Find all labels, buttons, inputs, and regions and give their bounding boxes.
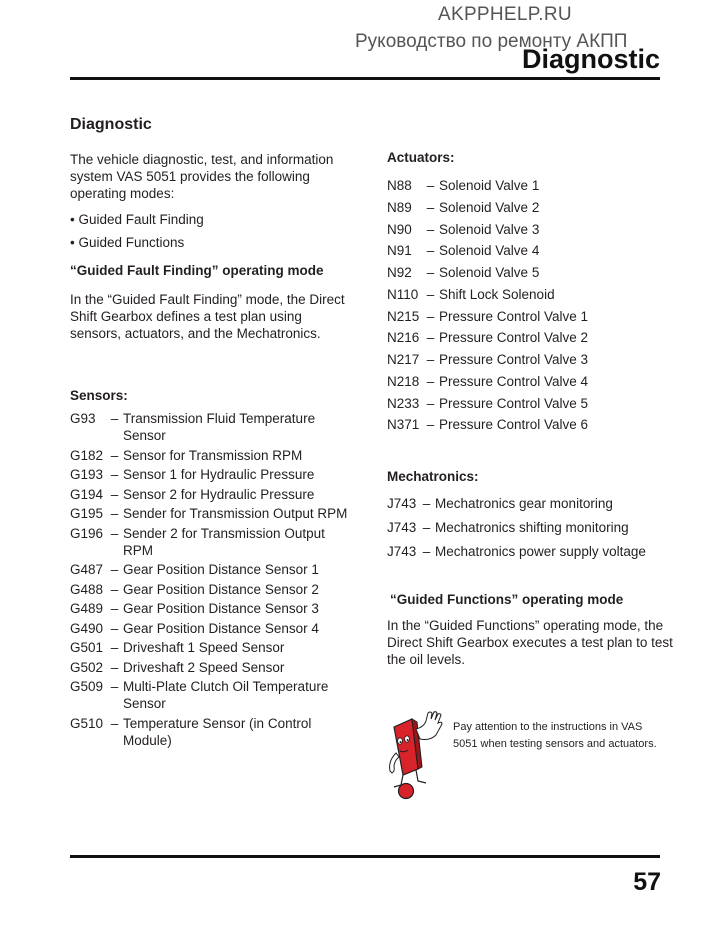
dash-separator: –: [426, 395, 435, 411]
dash-separator: –: [426, 308, 435, 324]
actuator-item-code: N88: [387, 178, 412, 193]
actuator-item-description: Pressure Control Valve 5: [439, 395, 589, 411]
sensor-item-description: Multi-Plate Clutch Oil Temperature Sensor: [123, 679, 329, 711]
modes-list: [70, 211, 350, 251]
sensor-item-description: Gear Position Distance Sensor 3: [123, 601, 319, 616]
actuator-item-code: N91: [387, 243, 412, 259]
sensor-item-description: Transmission Fluid Temperature Sensor: [123, 411, 316, 443]
sensor-item-description: Sensor 1 for Hydraulic Pressure: [123, 467, 315, 482]
dash-separator: –: [426, 286, 435, 302]
mode-item: • Guided Functions: [70, 235, 185, 250]
sensor-item: [70, 561, 350, 578]
actuator-item-description: Pressure Control Valve 2: [439, 330, 589, 346]
sensor-item-description: Sender 2 for Transmission Output RPM: [123, 525, 325, 558]
dash-separator: –: [422, 496, 431, 512]
mode-item: • Guided Fault Finding: [70, 212, 204, 227]
sensor-item: [70, 620, 350, 637]
note-text: Pay attention to the instructions in VAS 5051 when testing sensors and actuators.: [453, 721, 657, 750]
sensor-item-description: Driveshaft 2 Speed Sensor: [123, 659, 285, 675]
dash-separator: –: [426, 243, 435, 259]
mechatronics-heading: Mechatronics:: [387, 469, 479, 485]
actuator-item-description: Solenoid Valve 5: [439, 265, 540, 280]
dash-separator: –: [110, 659, 119, 675]
actuator-item-code: N371: [387, 417, 420, 433]
dash-separator: –: [110, 562, 119, 577]
actuator-item-description: Solenoid Valve 3: [439, 221, 540, 237]
dash-separator: –: [426, 330, 435, 346]
bottom-rule: [70, 855, 660, 858]
dash-separator: –: [426, 178, 435, 193]
actuator-item: [387, 264, 677, 281]
actuator-item: [387, 177, 677, 194]
actuator-item: [387, 416, 677, 433]
sensor-item-description: Sensor for Transmission RPM: [123, 447, 303, 463]
dash-separator: –: [110, 715, 119, 731]
dash-separator: –: [422, 544, 431, 560]
dash-separator: –: [110, 679, 119, 694]
dash-separator: –: [110, 525, 119, 541]
sensor-item: [70, 505, 350, 522]
sensor-item-code: G193: [70, 467, 104, 482]
dash-separator: –: [110, 486, 119, 502]
mechatronics-item-code: J743: [387, 520, 417, 536]
gf-paragraph: In the “Guided Functions” operating mode, the Direct Shift Gearbox executes a test plan to test the oil levels.: [387, 618, 673, 668]
actuator-item-code: N90: [387, 221, 412, 237]
dash-separator: –: [426, 352, 435, 367]
sensor-item: [70, 525, 350, 559]
sensor-item-code: G502: [70, 659, 104, 675]
actuator-item: [387, 373, 677, 390]
gff-paragraph: In the “Guided Fault Finding” mode, the Direct Shift Gearbox defines a test plan using sensors, actuators, and the Mechatronics.: [70, 292, 345, 341]
sensor-item-code: G487: [70, 562, 104, 577]
actuator-item: [387, 242, 677, 259]
sensor-item: [70, 581, 350, 598]
actuator-item-code: N216: [387, 330, 420, 346]
actuator-item: [387, 329, 677, 346]
dash-separator: –: [426, 199, 435, 215]
dash-separator: –: [110, 640, 119, 655]
sensor-item: [70, 659, 350, 676]
actuator-item-description: Pressure Control Valve 3: [439, 352, 589, 367]
actuators-list: [387, 177, 677, 433]
sensor-item-description: Temperature Sensor (in Control Module): [123, 715, 312, 748]
actuator-item: [387, 395, 677, 412]
top-rule: [70, 77, 660, 80]
actuator-item: [387, 351, 677, 368]
right-column: [387, 149, 677, 668]
dash-separator: –: [110, 506, 119, 521]
sensor-item: [70, 466, 350, 483]
sensor-item-code: G501: [70, 640, 104, 655]
actuator-item-code: N215: [387, 308, 420, 324]
gf-heading: “Guided Functions” operating mode: [390, 592, 624, 608]
sensor-item-description: Gear Position Distance Sensor 4: [123, 620, 319, 636]
watermark-subtitle: Руководство по ремонту АКПП: [355, 31, 628, 52]
actuator-item: [387, 221, 677, 238]
exclamation-mark-warning-icon: [386, 709, 446, 801]
sensor-item-description: Gear Position Distance Sensor 1: [123, 562, 319, 577]
sensor-item-code: G195: [70, 506, 104, 521]
mechatronics-item-description: Mechatronics power supply voltage: [435, 544, 646, 560]
sensor-item: [70, 600, 350, 617]
mechatronics-item-code: J743: [387, 544, 417, 560]
dash-separator: –: [110, 447, 119, 463]
dash-separator: –: [110, 581, 119, 597]
watermark-site: AKPPHELP.RU: [438, 4, 572, 25]
mechatronics-item-description: Mechatronics shifting monitoring: [435, 520, 629, 536]
sensor-item: [70, 447, 350, 464]
dash-separator: –: [426, 221, 435, 237]
sensor-item-code: G182: [70, 447, 104, 463]
sensor-item-code: G509: [70, 679, 104, 694]
dash-separator: –: [426, 417, 435, 433]
sensor-item-code: G93: [70, 411, 96, 426]
left-column: [70, 116, 350, 751]
sensor-item-description: Sensor 2 for Hydraulic Pressure: [123, 486, 315, 502]
sensor-item-description: Gear Position Distance Sensor 2: [123, 581, 319, 597]
actuator-item: [387, 286, 677, 303]
dash-separator: –: [110, 601, 119, 616]
dash-separator: –: [110, 620, 119, 636]
actuator-item-code: N89: [387, 199, 412, 215]
actuators-heading: Actuators:: [387, 150, 455, 165]
sensor-item-code: G510: [70, 715, 104, 731]
actuator-item-code: N217: [387, 352, 420, 367]
dash-separator: –: [110, 411, 119, 426]
actuator-item-code: N92: [387, 265, 412, 280]
header-title: Diagnostic: [521, 44, 660, 74]
page-number: 57: [633, 868, 661, 896]
sensor-item-description: Sender for Transmission Output RPM: [123, 506, 348, 521]
gff-heading: “Guided Fault Finding” operating mode: [70, 263, 324, 278]
mechatronics-item: [387, 519, 677, 536]
mechatronics-list: [387, 495, 677, 560]
actuator-item-description: Pressure Control Valve 6: [439, 417, 589, 433]
mechatronics-item-description: Mechatronics gear monitoring: [435, 496, 613, 512]
actuator-item-description: Solenoid Valve 2: [439, 199, 540, 215]
actuator-item-description: Solenoid Valve 4: [439, 243, 540, 259]
sensor-item-code: G488: [70, 581, 104, 597]
actuator-item-description: Solenoid Valve 1: [439, 178, 540, 193]
sensor-item: [70, 486, 350, 503]
section-heading: Diagnostic: [70, 116, 152, 133]
actuator-item-description: Shift Lock Solenoid: [439, 286, 555, 302]
sensor-item: [70, 678, 350, 712]
sensor-item: [70, 715, 350, 749]
dash-separator: –: [110, 467, 119, 482]
sensor-item: [70, 639, 350, 656]
sensors-list: [70, 410, 350, 749]
actuator-item-code: N218: [387, 373, 420, 389]
dash-separator: –: [422, 520, 431, 536]
sensor-item-code: G489: [70, 601, 104, 616]
mechatronics-item: [387, 495, 677, 512]
sensor-item-code: G490: [70, 620, 104, 636]
actuator-item: [387, 199, 677, 216]
mechatronics-item: [387, 543, 677, 560]
sensor-item-code: G196: [70, 525, 104, 541]
dash-separator: –: [426, 265, 435, 280]
dash-separator: –: [426, 373, 435, 389]
actuator-item-code: N233: [387, 395, 420, 411]
actuator-item-code: N110: [387, 286, 419, 302]
sensor-item-description: Driveshaft 1 Speed Sensor: [123, 640, 285, 655]
actuator-item-description: Pressure Control Valve 4: [439, 373, 589, 389]
actuator-item-description: Pressure Control Valve 1: [439, 308, 589, 324]
sensor-item: [70, 410, 350, 444]
mechatronics-item-code: J743: [387, 496, 417, 512]
sensors-heading: Sensors:: [70, 388, 128, 403]
intro-paragraph: The vehicle diagnostic, test, and information system VAS 5051 provides the following operating modes:: [70, 152, 334, 201]
actuator-item: [387, 308, 677, 325]
sensor-item-code: G194: [70, 486, 104, 502]
